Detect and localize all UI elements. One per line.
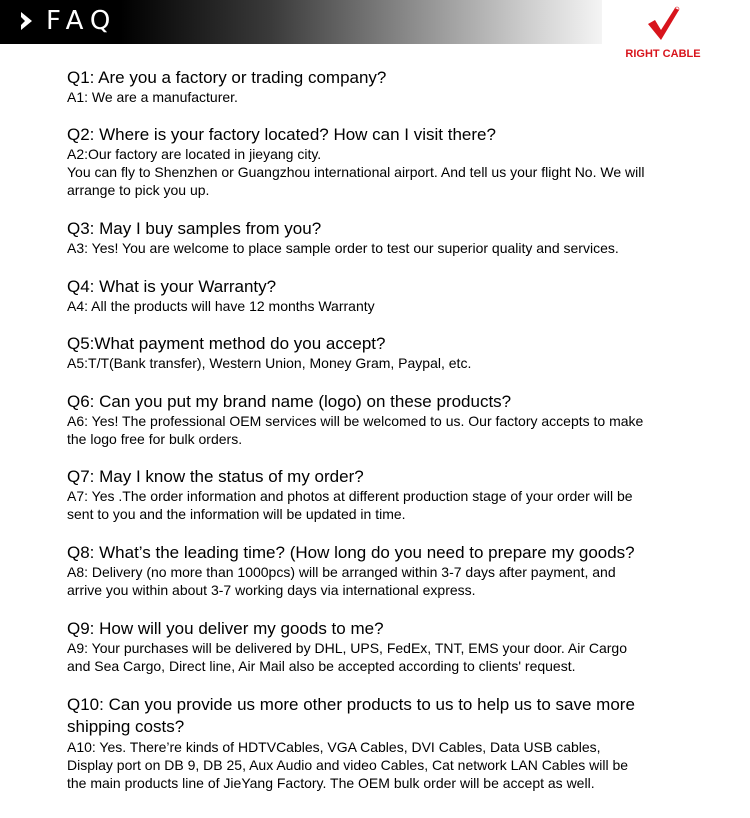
faq-answer-line: A7: Yes .The order information and photos at different production stage of your order will be	[67, 488, 633, 504]
faq-question: Q10: Can you provide us more other products to us to help us to save more	[67, 695, 635, 714]
faq-question: shipping costs?	[67, 717, 185, 736]
faq-header-banner	[0, 0, 602, 44]
faq-answer-line: the main products line of JieYang Factory. The OEM bulk order will be accept as well.	[67, 775, 595, 791]
faq-question: Q1: Are you a factory or trading company?	[67, 68, 387, 87]
faq-item	[67, 619, 627, 675]
faq-answer-line: A1: We are a manufacturer.	[67, 89, 238, 105]
faq-question: Q3: May I buy samples from you?	[67, 219, 322, 238]
faq-answer-line: A5:T/T(Bank transfer), Western Union, Money Gram, Paypal, etc.	[67, 355, 472, 371]
faq-item	[67, 334, 471, 372]
brand-logo	[618, 6, 708, 62]
faq-question: Q9: How will you deliver my goods to me?	[67, 619, 384, 638]
faq-item	[67, 219, 619, 257]
faq-item	[67, 694, 635, 792]
faq-answer-line: arrive you within about 3-7 working days via international express.	[67, 582, 476, 598]
faq-item	[67, 68, 386, 106]
faq-answer-line: A6: Yes! The professional OEM services will be welcomed to us. Our factory accepts to make	[67, 413, 644, 429]
faq-item	[67, 543, 635, 599]
faq-item	[67, 392, 643, 448]
faq-item	[67, 467, 633, 523]
faq-answer-line: A4: All the products will have 12 months Warranty	[67, 298, 375, 314]
faq-question: Q4: What is your Warranty?	[67, 277, 277, 296]
faq-question: Q8: What’s the leading time? (How long do you need to prepare my goods?	[67, 543, 635, 562]
faq-answer-line: A3: Yes! You are welcome to place sample order to test our superior quality and services.	[67, 240, 619, 256]
faq-answer-line: arrange to pick you up.	[67, 182, 210, 198]
faq-answer-line: the logo free for bulk orders.	[67, 431, 243, 447]
faq-answer-line: and Sea Cargo, Direct line, Air Mail also be accepted according to clients' request.	[67, 658, 576, 674]
faq-answer-line: A9: Your purchases will be delivered by DHL, UPS, FedEx, TNT, EMS your door. Air Cargo	[67, 640, 627, 656]
triangle-right-icon	[21, 12, 32, 30]
faq-item	[67, 277, 375, 315]
faq-answer-line: A8: Delivery (no more than 1000pcs) will be arranged within 3-7 days after payment, and	[67, 564, 616, 580]
faq-item	[67, 125, 644, 199]
faq-answer-line: sent to you and the information will be updated in time.	[67, 506, 406, 522]
faq-question: Q2: Where is your factory located? How can I visit there?	[67, 125, 496, 144]
page-title: FAQ	[46, 6, 118, 36]
faq-answer-line: Display port on DB 9, DB 25, Aux Audio and video Cables, Cat network LAN Cables will be	[67, 757, 629, 773]
logo-text: RIGHT CABLE	[625, 48, 701, 60]
faq-answer-line: A10: Yes. There’re kinds of HDTVCables, VGA Cables, DVI Cables, Data USB cables,	[67, 739, 601, 755]
faq-question: Q5:What payment method do you accept?	[67, 334, 386, 353]
faq-question: Q6: Can you put my brand name (logo) on these products?	[67, 392, 512, 411]
faq-answer-line: A2:Our factory are located in jieyang city.	[67, 146, 322, 162]
checkmark-icon	[646, 6, 680, 42]
faq-question: Q7: May I know the status of my order?	[67, 467, 364, 486]
faq-answer-line: You can fly to Shenzhen or Guangzhou international airport. And tell us your flight No. We will	[67, 164, 645, 180]
